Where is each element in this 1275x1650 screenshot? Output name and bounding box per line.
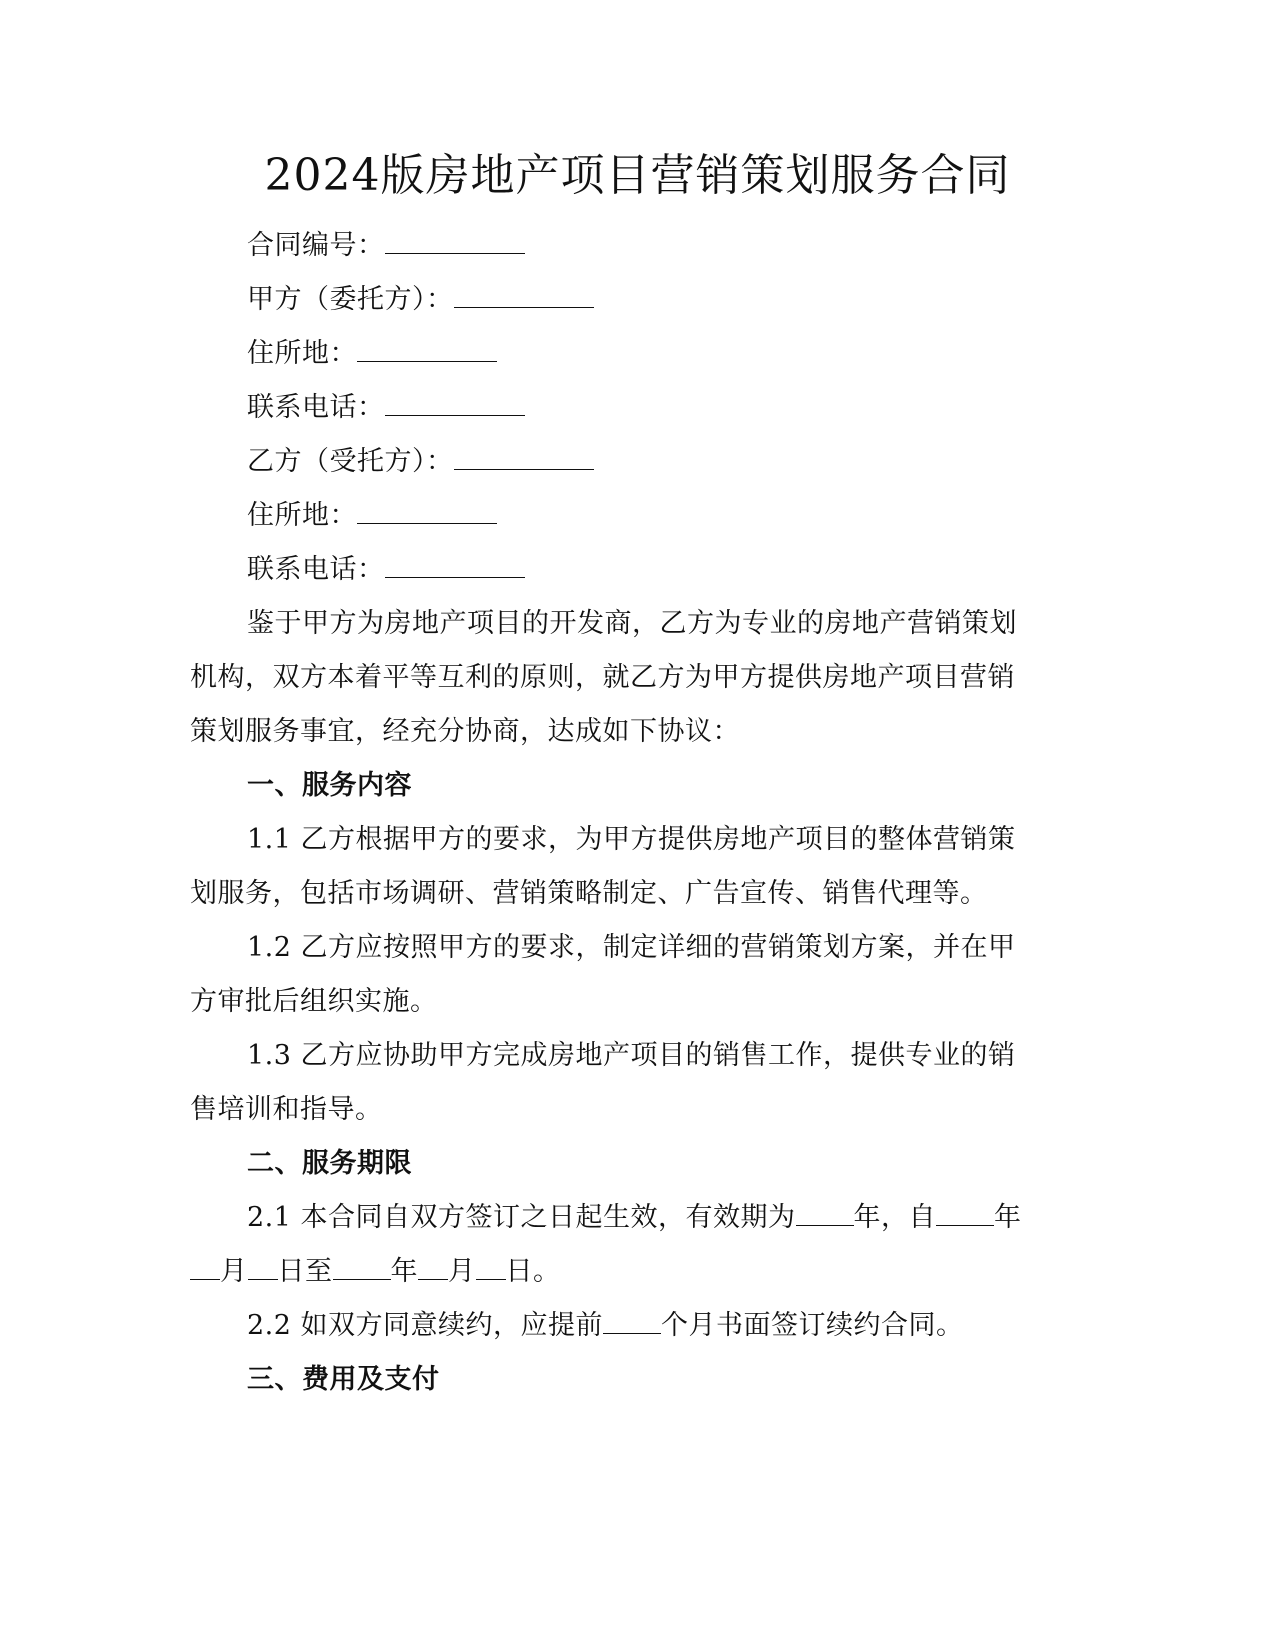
party-a-address-blank bbox=[357, 337, 497, 362]
end-month-blank bbox=[418, 1255, 448, 1280]
party-a-blank bbox=[454, 283, 594, 308]
clause-2-1-text-c: 年 bbox=[994, 1202, 1022, 1233]
preamble-line-3: 策划服务事宜，经充分协商，达成如下协议： bbox=[190, 716, 740, 747]
clause-1-2-line-2: 方审批后组织实施。 bbox=[190, 986, 438, 1017]
party-a-phone-blank bbox=[385, 391, 525, 416]
party-b-label: 乙方（受托方）： bbox=[247, 446, 454, 477]
start-day-blank bbox=[248, 1255, 278, 1280]
party-b-address-blank bbox=[357, 499, 497, 524]
clause-1-1-line-1: 1.1 乙方根据甲方的要求，为甲方提供房地产项目的整体营销策 bbox=[247, 824, 1016, 855]
party-a-field bbox=[247, 280, 1127, 320]
party-b-address-field bbox=[247, 496, 1127, 536]
clause-2-2-text-a: 2.2 如双方同意续约，应提前 bbox=[247, 1310, 604, 1341]
document-title: 2024版房地产项目营销策划服务合同 bbox=[264, 150, 1011, 201]
clause-2-1-text-b: 年，自 bbox=[853, 1202, 937, 1233]
section-heading-fees-payment: 三、费用及支付 bbox=[247, 1364, 440, 1395]
contract-number-blank bbox=[385, 229, 525, 254]
section-heading-service-content: 一、服务内容 bbox=[247, 770, 412, 801]
term-years-blank bbox=[796, 1201, 854, 1226]
contract-number-field bbox=[247, 226, 1127, 266]
clause-2-1-text-e: 日至 bbox=[277, 1256, 333, 1287]
party-b-blank bbox=[454, 445, 594, 470]
start-month-blank bbox=[190, 1255, 220, 1280]
clause-2-1-text-d: 月 bbox=[220, 1256, 248, 1287]
party-b-phone-blank bbox=[385, 553, 525, 578]
section-heading-service-term: 二、服务期限 bbox=[247, 1148, 412, 1179]
contract-number-label: 合同编号： bbox=[247, 230, 385, 261]
clause-1-3-line-1: 1.3 乙方应协助甲方完成房地产项目的销售工作，提供专业的销 bbox=[247, 1040, 1016, 1071]
clause-1-2-line-1: 1.2 乙方应按照甲方的要求，制定详细的营销策划方案，并在甲 bbox=[247, 932, 1016, 963]
clause-2-2-line-1 bbox=[247, 1306, 1127, 1346]
party-a-address-field bbox=[247, 334, 1127, 374]
start-year-blank bbox=[936, 1201, 994, 1226]
clause-1-3-line-2: 售培训和指导。 bbox=[190, 1094, 383, 1125]
clause-2-2-text-b: 个月书面签订续约合同。 bbox=[661, 1310, 964, 1341]
party-a-phone-field bbox=[247, 388, 1127, 428]
preamble-line-2: 机构，双方本着平等互利的原则，就乙方为甲方提供房地产项目营销 bbox=[190, 662, 1015, 693]
party-b-address-label: 住所地： bbox=[247, 500, 357, 531]
clause-2-1-text-f: 年 bbox=[390, 1256, 418, 1287]
party-b-field bbox=[247, 442, 1127, 482]
end-day-blank bbox=[476, 1255, 506, 1280]
party-a-label: 甲方（委托方）： bbox=[247, 284, 454, 315]
party-b-phone-field bbox=[247, 550, 1127, 590]
clause-2-1-line-2 bbox=[190, 1252, 1070, 1292]
clause-2-1-text-g: 月 bbox=[448, 1256, 476, 1287]
end-year-blank bbox=[333, 1255, 391, 1280]
party-a-phone-label: 联系电话： bbox=[247, 392, 385, 423]
clause-2-1-text-a: 2.1 本合同自双方签订之日起生效，有效期为 bbox=[247, 1202, 796, 1233]
clause-1-1-line-2: 划服务，包括市场调研、营销策略制定、广告宣传、销售代理等。 bbox=[190, 878, 988, 909]
clause-2-1-line-1 bbox=[247, 1198, 1127, 1238]
preamble-line-1: 鉴于甲方为房地产项目的开发商，乙方为专业的房地产营销策划 bbox=[247, 608, 1017, 639]
party-a-address-label: 住所地： bbox=[247, 338, 357, 369]
renewal-months-blank bbox=[603, 1309, 661, 1334]
clause-2-1-text-h: 日。 bbox=[505, 1256, 561, 1287]
party-b-phone-label: 联系电话： bbox=[247, 554, 385, 585]
